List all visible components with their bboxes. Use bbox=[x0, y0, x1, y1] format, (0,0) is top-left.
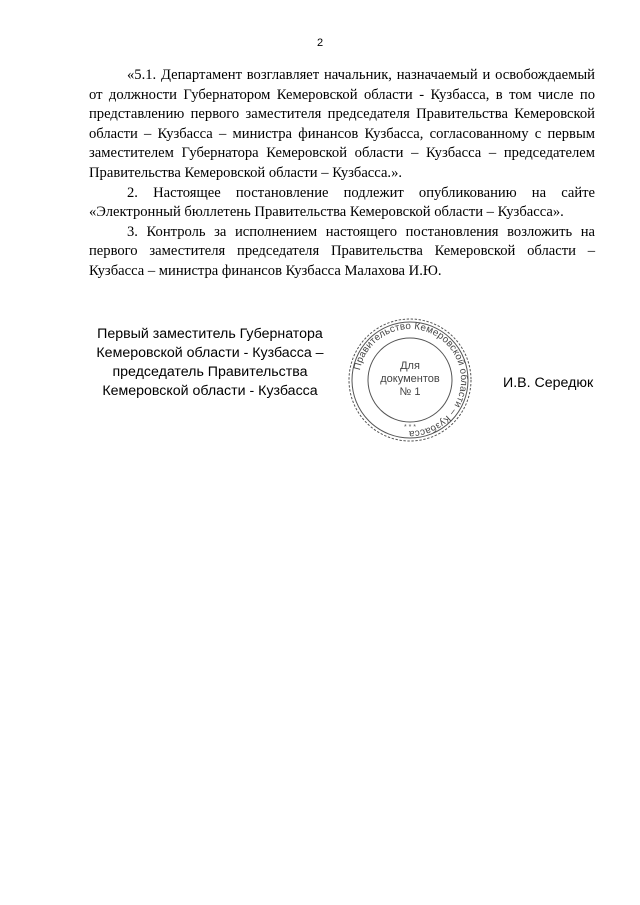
signatory-line: Первый заместитель Губернатора bbox=[97, 326, 323, 342]
seal-ring-text: Правительство Кемеровской области – Кузбасса bbox=[352, 320, 470, 440]
seal-stars: * * * bbox=[403, 424, 417, 431]
signer-name: И.В. Середюк bbox=[503, 375, 594, 391]
seal-inner-line: № 1 bbox=[399, 386, 421, 398]
paragraph-control: 3. Контроль за исполнением настоящего постановления возложить на первого заместителя председателя Правительства Кемеровской области – Кузбасса – министра финансов Кузбасса Малахова И.Ю. bbox=[89, 223, 595, 279]
seal-inner-line: Для bbox=[400, 360, 420, 372]
document-body bbox=[89, 66, 595, 282]
paragraph-publication: 2. Настоящее постановление подлежит опубликованию на сайте «Электронный бюллетень Правительства Кемеровской области – Кузбасса». bbox=[89, 184, 595, 221]
page-number: 2 bbox=[316, 37, 324, 49]
official-seal-stamp bbox=[346, 316, 474, 444]
seal-inner-line: документов bbox=[380, 373, 440, 385]
signatory-position bbox=[80, 325, 340, 401]
signatory-line: Кемеровской области - Кузбасса – bbox=[96, 345, 324, 361]
paragraph-department-head: «5.1. Департамент возглавляет начальник, назначаемый и освобождаемый от должности Губернатором Кемеровской области - Кузбасса, в том числе по представлению первого заместителя председателя Правительства Кемеровской области – Кузбасса – министра финансов Кузбасса, согласованному с первым заместителем Губернатора Кемеровской области – Кузбасса – председателем Правительства Кемеровской области – Кузбасса.». bbox=[89, 67, 595, 181]
signatory-line: председатель Правительства bbox=[112, 364, 308, 380]
signatory-line: Кемеровской области - Кузбасса bbox=[102, 383, 318, 399]
